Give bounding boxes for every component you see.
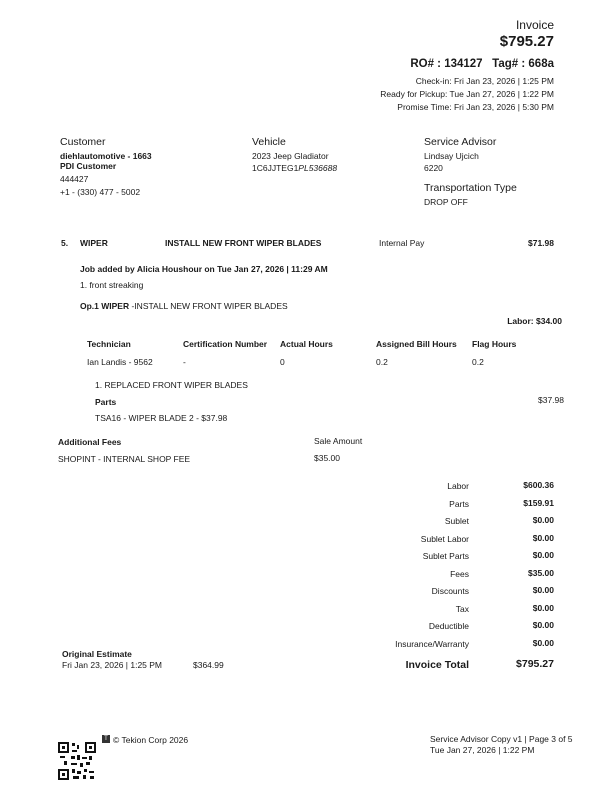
total-label-fees: Fees: [450, 569, 469, 579]
advisor-heading: Service Advisor: [424, 136, 497, 148]
fees-amount-heading: Sale Amount: [314, 436, 363, 446]
total-value-fees: $35.00: [528, 568, 554, 578]
tekion-logo-icon: T: [102, 735, 110, 743]
doc-type: Invoice: [515, 18, 554, 32]
job-pay-type: Internal Pay: [379, 238, 425, 248]
advisor-name: Lindsay Ujcich: [424, 151, 479, 161]
vin-prefix: 1C6JJTEG1: [252, 163, 299, 173]
col-assigned-hours: Assigned Bill Hours: [376, 339, 457, 349]
ro-tag-line: RO# : 134127 Tag# : 668a: [410, 58, 554, 70]
total-value-sublet-labor: $0.00: [532, 533, 554, 543]
op-desc: -INSTALL NEW FRONT WIPER BLADES: [129, 301, 288, 311]
tech-cert: -: [183, 357, 186, 367]
job-added-by: Job added by Alicia Houshour on Tue Jan 27, 2026 | 11:29 AM: [80, 264, 328, 274]
total-value-discounts: $0.00: [532, 585, 554, 595]
customer-id: 444427: [60, 174, 89, 184]
vehicle-heading: Vehicle: [252, 136, 286, 148]
total-value-tax: $0.00: [532, 603, 554, 613]
job-number: 5.: [61, 238, 69, 248]
total-label-tax: Tax: [455, 604, 469, 614]
total-value-insurance: $0.00: [532, 638, 554, 648]
estimate-date: Fri Jan 23, 2026 | 1:25 PM: [62, 660, 163, 670]
job-description: INSTALL NEW FRONT WIPER BLADES: [165, 238, 322, 248]
job-operation: [80, 301, 288, 311]
total-label-insurance: Insurance/Warranty: [395, 639, 469, 649]
fee-item: SHOPINT - INTERNAL SHOP FEE: [58, 454, 191, 464]
customer-heading: Customer: [60, 136, 106, 148]
total-label-sublet: Sublet: [444, 516, 469, 526]
tag-label: Tag#: [492, 58, 519, 70]
customer-phone: +1 - (330) 477 - 5002: [60, 187, 141, 197]
job-labor: Labor: $34.00: [507, 316, 562, 326]
parts-total: $37.98: [538, 395, 564, 405]
total-label-sublet-labor: Sublet Labor: [420, 534, 469, 544]
printed-time: Tue Jan 27, 2026 | 1:22 PM: [430, 745, 535, 755]
copyright: © Tekion Corp 2026: [113, 735, 189, 745]
checkin-time: Check-in: Fri Jan 23, 2026 | 1:25 PM: [415, 76, 554, 86]
tag-number: 668a: [528, 58, 554, 70]
fees-heading: Additional Fees: [58, 437, 122, 447]
transport-type: DROP OFF: [424, 197, 468, 207]
header-total: $795.27: [499, 33, 554, 50]
estimate-heading: Original Estimate: [62, 649, 132, 659]
ro-number: 134127: [444, 58, 483, 70]
parts-heading: Parts: [95, 397, 117, 407]
qr-code-icon: [58, 742, 96, 780]
total-value-sublet: $0.00: [532, 515, 554, 525]
total-label-sublet-parts: Sublet Parts: [422, 551, 469, 561]
customer-type: PDI Customer: [60, 161, 117, 171]
tech-name: Ian Landis - 9562: [87, 357, 153, 367]
invoice-total-label: Invoice Total: [405, 659, 469, 671]
total-label-parts: Parts: [449, 499, 469, 509]
vehicle-vin: [252, 163, 337, 173]
part-line: TSA16 - WIPER BLADE 2 - $37.98: [95, 413, 228, 423]
ro-label: RO#: [410, 58, 434, 70]
col-actual-hours: Actual Hours: [280, 339, 333, 349]
vin-suffix: PL536688: [298, 163, 338, 173]
transport-heading: Transportation Type: [424, 182, 517, 194]
correction: 1. REPLACED FRONT WIPER BLADES: [95, 380, 248, 390]
job-concern: 1. front streaking: [80, 280, 144, 290]
total-value-labor: $600.36: [523, 480, 554, 490]
op-code: Op.1 WIPER: [80, 301, 130, 311]
ready-time: Ready for Pickup: Tue Jan 27, 2026 | 1:22 PM: [380, 89, 554, 99]
advisor-id: 6220: [424, 163, 443, 173]
total-label-labor: Labor: [447, 481, 469, 491]
total-value-parts: $159.91: [523, 498, 554, 508]
col-technician: Technician: [87, 339, 131, 349]
job-amount: $71.98: [528, 238, 554, 248]
total-value-sublet-parts: $0.00: [532, 550, 554, 560]
estimate-amount: $364.99: [193, 660, 224, 670]
fee-amount: $35.00: [314, 453, 340, 463]
col-certification: Certification Number: [183, 339, 268, 349]
vehicle-model: 2023 Jeep Gladiator: [252, 151, 329, 161]
job-code: WIPER: [80, 238, 108, 248]
tech-actual: 0: [280, 357, 285, 367]
total-label-discounts: Discounts: [431, 586, 469, 596]
total-label-deductible: Deductible: [428, 621, 469, 631]
invoice-total-value: $795.27: [516, 658, 554, 670]
copy-info: Service Advisor Copy v1 | Page 3 of 5: [430, 734, 573, 744]
total-value-deductible: $0.00: [532, 620, 554, 630]
customer-name: diehlautomotive - 1663: [60, 151, 152, 161]
col-flag-hours: Flag Hours: [472, 339, 517, 349]
tech-flag: 0.2: [472, 357, 484, 367]
tech-assigned: 0.2: [376, 357, 388, 367]
promise-time: Promise Time: Fri Jan 23, 2026 | 5:30 PM: [397, 102, 554, 112]
